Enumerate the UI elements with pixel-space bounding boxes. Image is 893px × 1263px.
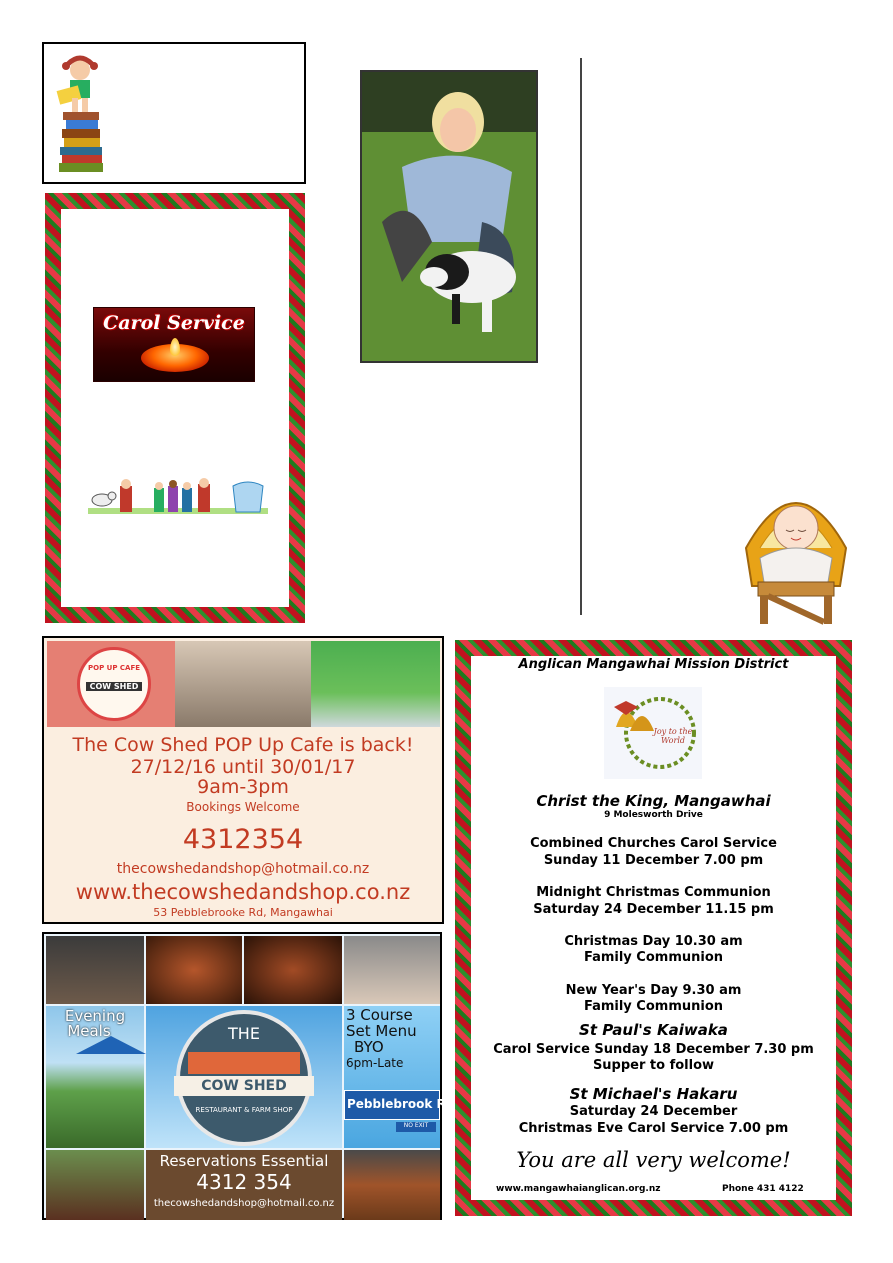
cafe-photo-strip (47, 641, 440, 727)
joy-to-world-emblem (604, 687, 702, 779)
flame-icon (170, 338, 180, 356)
carol-service-frame (45, 193, 305, 623)
set-menu-line-3: BYO (354, 1038, 384, 1056)
church-1-name: Christ the King, Mangawhai (536, 792, 771, 810)
cow-shed-restaurant-ad (42, 932, 455, 1220)
cow-photo (46, 1150, 144, 1220)
carol-service-banner (93, 307, 255, 382)
cafe-table-photo (311, 641, 440, 727)
service-6-title: Christmas Eve Carol Service 7.00 pm (518, 1121, 789, 1136)
woman-dog-photo-image (362, 72, 536, 361)
reservations-phone: 4312 354 (196, 1170, 292, 1194)
anglican-phone: Phone 431 4122 (722, 1184, 804, 1194)
photo-woman-with-dog (360, 70, 538, 363)
column-divider (580, 58, 582, 615)
grill-photo-2 (244, 936, 342, 1004)
logo-the: THE (228, 1024, 260, 1043)
service-4-type: Family Communion (583, 999, 724, 1014)
grill-photo-1 (146, 936, 242, 1004)
cafe-phone: 4312354 (182, 824, 304, 855)
cafe-owners-photo (175, 641, 311, 727)
nativity-figures-icon (88, 478, 268, 518)
welcome-message: You are all very welcome! (516, 1148, 791, 1172)
cafe-address: 53 Pebblebrooke Rd, Mangawhai (153, 906, 333, 919)
church-1-address: 9 Molesworth Drive (604, 810, 703, 820)
service-5-note: Supper to follow (592, 1058, 715, 1073)
reading-clipart-box (42, 42, 306, 184)
church-2-name: St Paul's Kaiwaka (579, 1021, 728, 1039)
church-3-name: St Michael's Hakaru (569, 1085, 738, 1103)
evening-meals-tile (46, 1006, 144, 1148)
cafe-badge-name: COW SHED (86, 682, 142, 691)
cow-shed-cafe-ad (42, 636, 444, 924)
anglican-website[interactable]: www.mangawhaianglican.org.nz (496, 1184, 661, 1194)
service-1-title: Combined Churches Carol Service (530, 836, 777, 851)
baby-in-manger-icon (740, 478, 852, 626)
set-menu-line-4: 6pm-Late (346, 1056, 404, 1070)
service-2-time: Saturday 24 December 11.15 pm (533, 902, 774, 917)
service-2-title: Midnight Christmas Communion (536, 885, 771, 900)
road-sign-label: Pebblebrook Rd (347, 1097, 455, 1111)
carol-service-title: Carol Service (103, 312, 245, 334)
girl-reading-books-icon (50, 52, 110, 177)
cafe-sign-photo (47, 641, 175, 727)
evening-label: Evening (64, 1007, 126, 1025)
road-sign-sub: NO EXIT (396, 1122, 436, 1132)
logo-name: COW SHED (174, 1076, 314, 1096)
service-6-date: Saturday 24 December (569, 1104, 738, 1119)
service-1-time: Sunday 11 December 7.00 pm (543, 853, 764, 868)
cafe-badge-top: POP UP CAFE (87, 664, 141, 672)
cafe-badge (77, 647, 151, 721)
set-menu-tile (344, 1006, 455, 1148)
set-menu-line-2: Set Menu (346, 1022, 417, 1040)
cafe-bookings: Bookings Welcome (186, 800, 300, 814)
logo-sub: RESTAURANT & FARM SHOP (195, 1106, 293, 1114)
logo-sunset-bar (188, 1052, 300, 1074)
logo-tile (146, 1006, 342, 1148)
cafe-headline: The Cow Shed POP Up Cafe is back! (72, 734, 414, 756)
service-3-title: Christmas Day 10.30 am (564, 934, 743, 949)
service-5-title: Carol Service Sunday 18 December 7.30 pm (493, 1042, 814, 1057)
cafe-dates: 27/12/16 until 30/01/17 (130, 756, 356, 778)
anglican-header: Anglican Mangawhai Mission District (518, 657, 789, 672)
preserves-photo (344, 1150, 440, 1220)
reservations-email[interactable]: thecowshedandshop@hotmail.co.nz (153, 1198, 335, 1209)
cafe-email[interactable]: thecowshedandshop@hotmail.co.nz (116, 861, 370, 877)
reservations-tile (146, 1150, 342, 1220)
cafe-hours: 9am-3pm (197, 776, 289, 798)
cafe-website[interactable]: www.thecowshedandshop.co.nz (75, 880, 411, 904)
couple-photo (46, 936, 144, 1004)
anglican-content (471, 656, 836, 1200)
set-menu-line-1: 3 Course (346, 1006, 413, 1024)
drink-dispenser-photo (344, 936, 440, 1004)
service-4-title: New Year's Day 9.30 am (565, 983, 742, 998)
joy-to-world-text: Joy to the World (653, 727, 693, 745)
meals-label: Meals (67, 1022, 111, 1040)
service-3-type: Family Communion (583, 950, 724, 965)
road-sign (344, 1090, 455, 1120)
reservations-label: Reservations Essential (159, 1152, 329, 1170)
cow-shed-logo (176, 1010, 312, 1146)
